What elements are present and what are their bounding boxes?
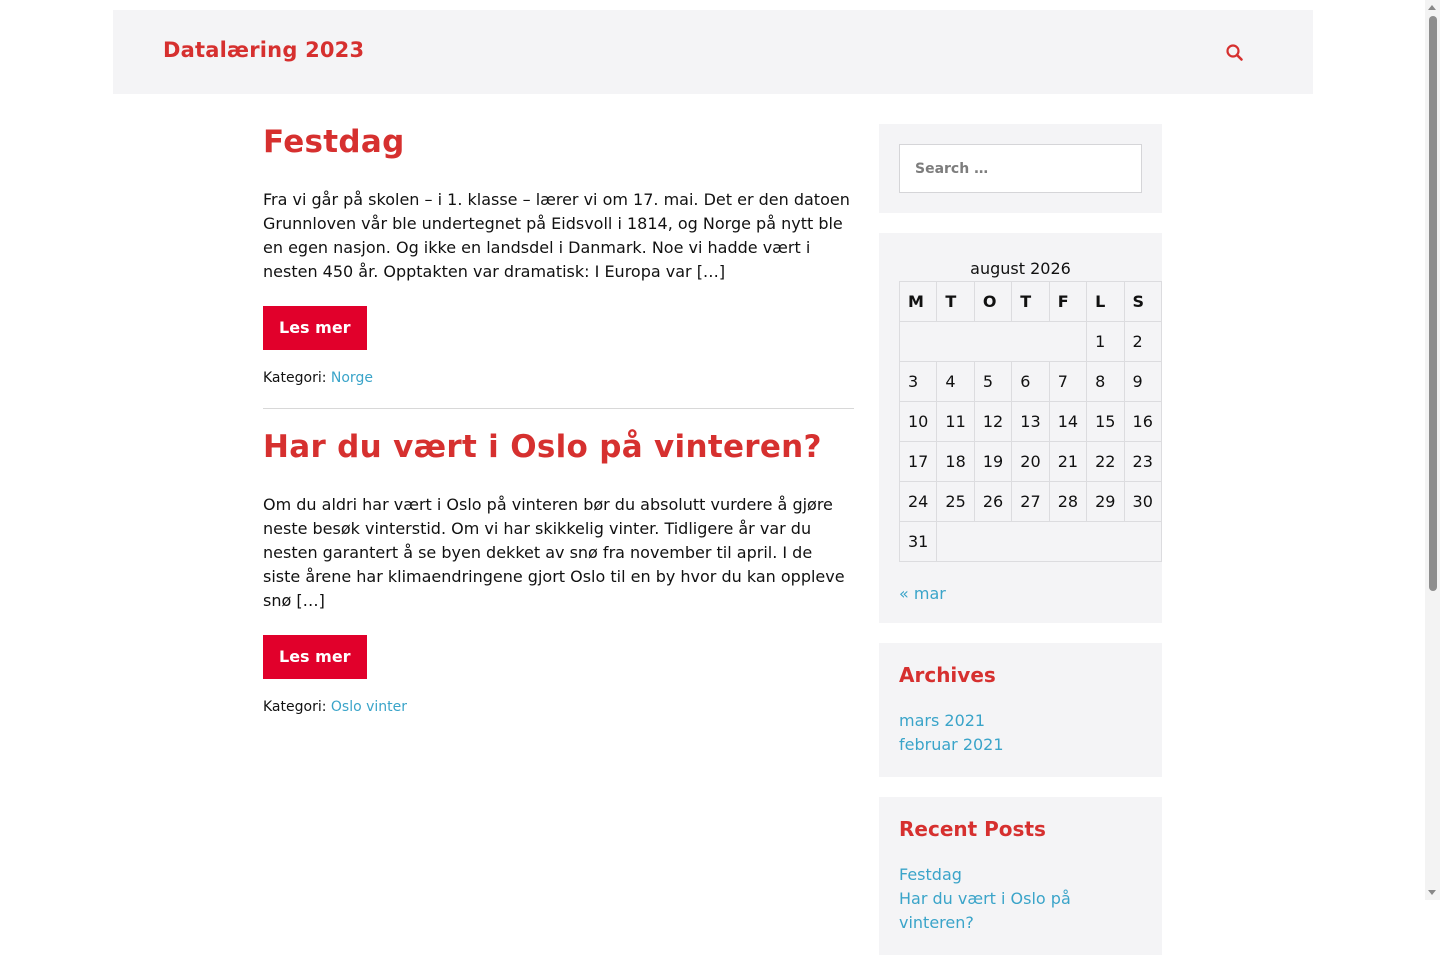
calendar-day: 24 (900, 482, 937, 522)
archives-widget (879, 643, 1162, 777)
calendar-day: 16 (1124, 402, 1161, 442)
post-divider (263, 408, 854, 409)
calendar-week-row (900, 362, 1162, 402)
calendar-caption: august 2026 (970, 259, 1071, 278)
read-more-button[interactable]: Les mer (263, 306, 367, 350)
weekday-header: M (900, 282, 937, 322)
calendar-day: 22 (1087, 442, 1124, 482)
recent-post-link[interactable]: Festdag (899, 865, 962, 884)
calendar-day: 25 (937, 482, 974, 522)
calendar-day: 13 (1012, 402, 1049, 442)
search-icon[interactable] (1223, 41, 1247, 65)
search-input[interactable] (899, 144, 1142, 193)
recent-post-link[interactable]: Har du vært i Oslo på vinteren? (899, 889, 1071, 932)
weekday-header: T (1012, 282, 1049, 322)
post-article (263, 124, 854, 386)
search-widget (879, 124, 1162, 213)
post-category-line (263, 370, 854, 386)
archive-link[interactable]: mars 2021 (899, 711, 986, 730)
calendar-weekday-row (900, 282, 1162, 322)
calendar-day: 2 (1124, 322, 1161, 362)
post-title[interactable]: Har du vært i Oslo på vinteren? (263, 429, 822, 465)
calendar-day: 4 (937, 362, 974, 402)
calendar-week-row (900, 522, 1162, 562)
sidebar (879, 124, 1162, 975)
calendar-pad (900, 322, 1087, 362)
recent-posts-widget (879, 797, 1162, 955)
calendar-day: 3 (900, 362, 937, 402)
post-excerpt: Om du aldri har vært i Oslo på vinteren bør du absolutt vurdere å gjøre neste besøk vinterstid. Om vi har skikkelig vinter. Tidligere år var du nesten garantert å se byen dekket av snø fra november til april. I de siste årene har klimaendringene gjort Oslo til en by hvor du kan oppleve snø […] (263, 495, 845, 610)
calendar-day: 27 (1012, 482, 1049, 522)
main-content (263, 124, 854, 715)
calendar-day: 17 (900, 442, 937, 482)
calendar-week-row (900, 442, 1162, 482)
calendar-day: 21 (1049, 442, 1086, 482)
scroll-down-arrow-icon[interactable] (1428, 890, 1436, 895)
weekday-header: O (974, 282, 1011, 322)
calendar-week-row (900, 322, 1162, 362)
calendar-day: 6 (1012, 362, 1049, 402)
calendar-day: 1 (1087, 322, 1124, 362)
calendar-week-row (900, 402, 1162, 442)
calendar-week-row (900, 482, 1162, 522)
calendar-day: 15 (1087, 402, 1124, 442)
calendar-day: 11 (937, 402, 974, 442)
calendar-day: 23 (1124, 442, 1161, 482)
calendar-day: 8 (1087, 362, 1124, 402)
calendar-day: 26 (974, 482, 1011, 522)
post-title[interactable]: Festdag (263, 124, 405, 160)
widget-title: Archives (899, 663, 996, 687)
post-excerpt: Fra vi går på skolen – i 1. klasse – lærer vi om 17. mai. Det er den datoen Grunnloven vår ble undertegnet på Eidsvoll i 1814, og Norge på nytt ble en egen nasjon. Og ikke en landsdel i Danmark. Noe vi hadde vært i nesten 450 år. Opptakten var dramatisk: I Europa var […] (263, 190, 850, 281)
calendar-day: 18 (937, 442, 974, 482)
calendar-day: 30 (1124, 482, 1161, 522)
category-label: Kategori: (263, 699, 327, 715)
calendar-day: 10 (900, 402, 937, 442)
category-link[interactable]: Oslo vinter (330, 699, 408, 715)
post-article (263, 429, 854, 715)
calendar-prev-link[interactable]: « mar (899, 584, 946, 603)
category-label: Kategori: (263, 370, 327, 386)
calendar-pad (937, 522, 1162, 562)
calendar-day: 31 (900, 522, 937, 562)
category-link[interactable]: Norge (330, 370, 373, 386)
site-header (113, 10, 1313, 94)
calendar-day: 9 (1124, 362, 1161, 402)
weekday-header: L (1087, 282, 1124, 322)
weekday-header: T (937, 282, 974, 322)
post-category-line (263, 699, 854, 715)
scroll-up-arrow-icon[interactable] (1428, 5, 1436, 10)
read-more-button[interactable]: Les mer (263, 635, 367, 679)
site-title[interactable]: Datalæring 2023 (163, 38, 365, 62)
calendar-day: 5 (974, 362, 1011, 402)
calendar-day: 7 (1049, 362, 1086, 402)
page-scrollbar[interactable] (1425, 0, 1440, 900)
calendar-day: 20 (1012, 442, 1049, 482)
calendar-day: 12 (974, 402, 1011, 442)
calendar-day: 29 (1087, 482, 1124, 522)
calendar-day: 14 (1049, 402, 1086, 442)
weekday-header: F (1049, 282, 1086, 322)
weekday-header: S (1124, 282, 1161, 322)
calendar-day: 28 (1049, 482, 1086, 522)
calendar-day: 19 (974, 442, 1011, 482)
archive-link[interactable]: februar 2021 (899, 735, 1004, 754)
calendar-widget (879, 233, 1162, 623)
scrollbar-thumb[interactable] (1429, 16, 1437, 591)
widget-title: Recent Posts (899, 817, 1046, 841)
calendar-table (899, 281, 1162, 562)
